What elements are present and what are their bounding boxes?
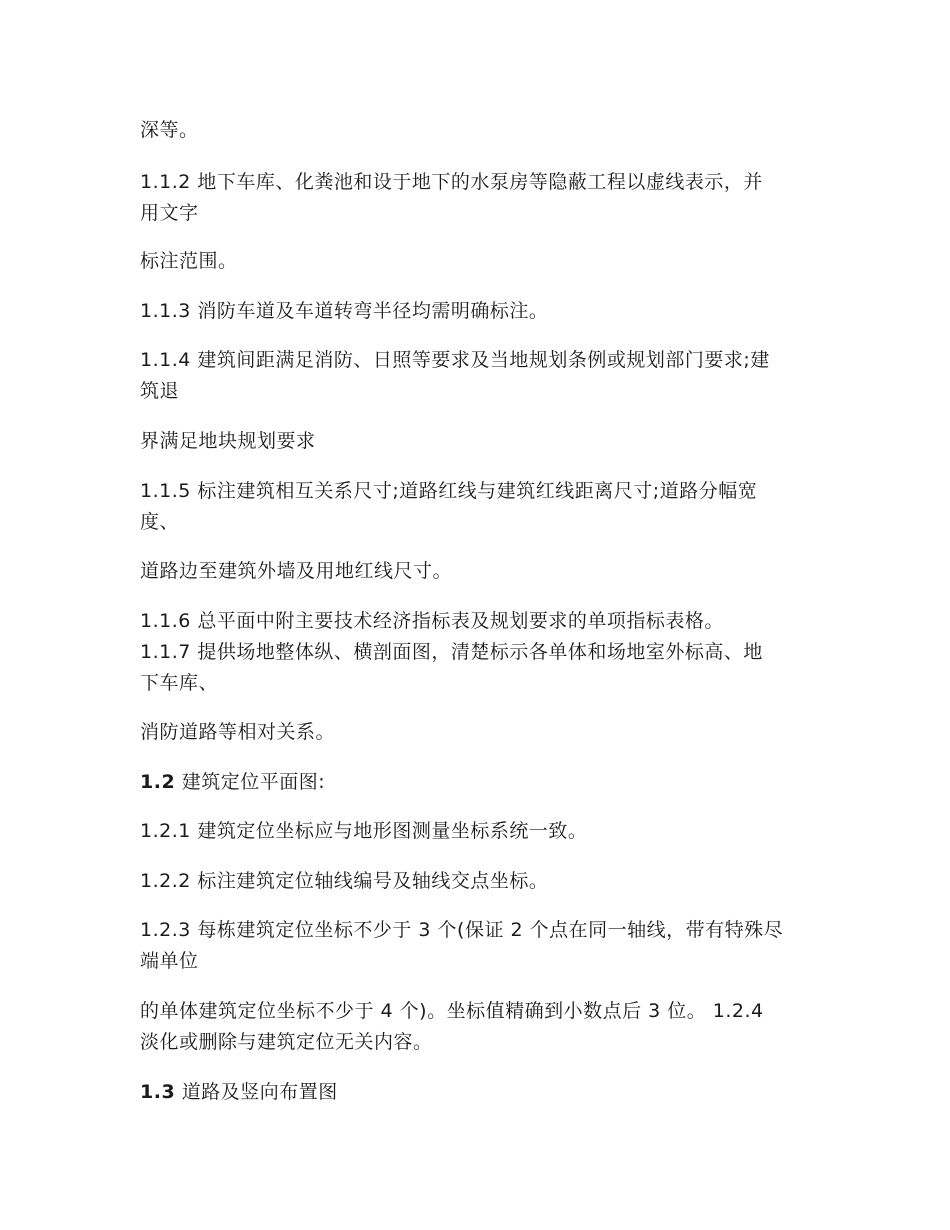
text-line: 淡化或删除与建筑定位无关内容。	[140, 1031, 433, 1053]
section-title: 建筑定位平面图:	[175, 771, 326, 793]
text-line: 1.1.2 地下车库、化粪池和设于地下的水泵房等隐蔽工程以虚线表示，并	[140, 171, 763, 193]
text-line: 1.2.3 每栋建筑定位坐标不少于 3 个(保证 2 个点在同一轴线，带有特殊尽	[140, 919, 784, 941]
text-line: 1.1.6 总平面中附主要技术经济指标表及规划要求的单项指标表格。	[140, 610, 724, 632]
section-heading	[140, 1077, 820, 1108]
text-line: 深等。	[140, 119, 199, 141]
text-line: 道路边至建筑外墙及用地红线尺寸。	[140, 560, 453, 582]
text-line: 端单位	[140, 950, 199, 972]
section-number: 1.2	[140, 771, 176, 793]
text-line: 界满足地块规划要求	[140, 430, 316, 452]
text-line: 消防道路等相对关系。	[140, 721, 336, 743]
section-title: 道路及竖向布置图	[175, 1081, 338, 1103]
text-line: 1.1.4 建筑间距满足消防、日照等要求及当地规划条例或规划部门要求;建	[140, 349, 770, 371]
text-line: 1.2.2 标注建筑定位轴线编号及轴线交点坐标。	[140, 870, 549, 892]
section-number: 1.3	[140, 1081, 176, 1103]
text-line: 下车库、	[140, 672, 219, 694]
text-line: 1.1.7 提供场地整体纵、横剖面图，清楚标示各单体和场地室外标高、地	[140, 641, 763, 663]
section-heading	[140, 767, 820, 798]
text-line: 度、	[140, 511, 180, 533]
text-line: 用文字	[140, 202, 199, 224]
text-line: 1.1.3 消防车道及车道转弯半径均需明确标注。	[140, 300, 549, 322]
text-line: 筑退	[140, 380, 180, 402]
text-line: 1.1.5 标注建筑相互关系尺寸;道路红线与建筑红线距离尺寸;道路分幅宽	[140, 480, 758, 502]
text-line: 1.2.1 建筑定位坐标应与地形图测量坐标系统一致。	[140, 820, 588, 842]
text-line: 的单体建筑定位坐标不少于 4 个)。坐标值精确到小数点后 3 位。 1.2.4	[140, 1000, 764, 1022]
text-line: 标注范围。	[140, 250, 238, 272]
